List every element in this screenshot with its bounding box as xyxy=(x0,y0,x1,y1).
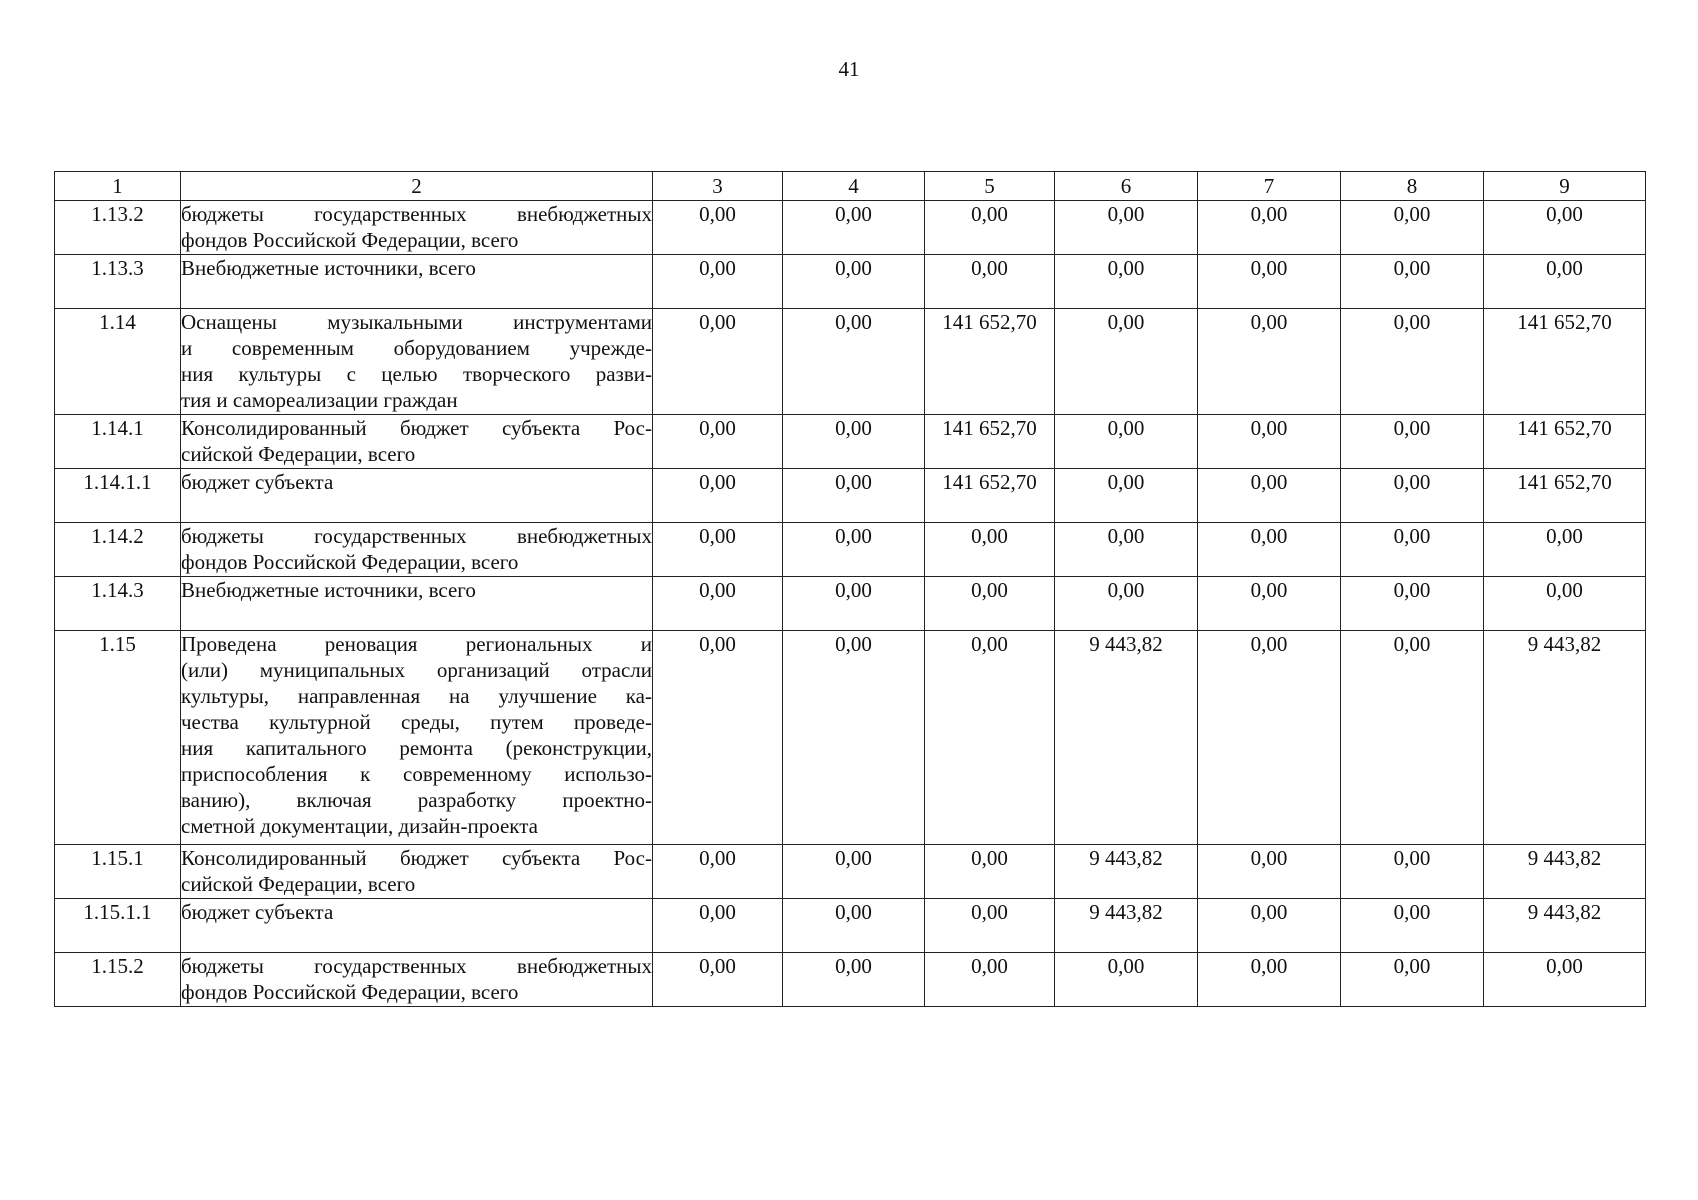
value-cell: 0,00 xyxy=(1198,845,1341,899)
row-description xyxy=(181,201,653,255)
row-number: 1.14 xyxy=(55,309,181,415)
description-line: Внебюджетные источники, всего xyxy=(181,578,476,602)
row-number: 1.15.1.1 xyxy=(55,899,181,953)
value-cell: 0,00 xyxy=(1341,523,1484,577)
value-cell: 0,00 xyxy=(925,899,1055,953)
value-cell: 0,00 xyxy=(1055,255,1198,309)
row-number: 1.15.2 xyxy=(55,953,181,1007)
value-cell: 0,00 xyxy=(1484,523,1646,577)
column-header: 2 xyxy=(181,172,653,201)
value-cell: 0,00 xyxy=(1055,201,1198,255)
value-cell: 0,00 xyxy=(1198,309,1341,415)
table-row xyxy=(55,899,1646,953)
value-cell: 0,00 xyxy=(653,577,783,631)
table-row xyxy=(55,953,1646,1007)
value-cell: 0,00 xyxy=(783,631,925,845)
description-line: (или) муниципальных организаций отрасли xyxy=(181,658,652,682)
value-cell: 0,00 xyxy=(1198,469,1341,523)
value-cell: 0,00 xyxy=(1055,577,1198,631)
table-header-row xyxy=(55,172,1646,201)
value-cell: 0,00 xyxy=(783,845,925,899)
value-cell: 9 443,82 xyxy=(1484,631,1646,845)
value-cell: 0,00 xyxy=(1341,415,1484,469)
value-cell: 0,00 xyxy=(1341,201,1484,255)
value-cell: 0,00 xyxy=(925,845,1055,899)
value-cell: 0,00 xyxy=(653,845,783,899)
value-cell: 141 652,70 xyxy=(925,415,1055,469)
value-cell: 0,00 xyxy=(783,577,925,631)
row-number: 1.13.2 xyxy=(55,201,181,255)
description-line: фондов Российской Федерации, всего xyxy=(181,550,519,574)
value-cell: 0,00 xyxy=(783,309,925,415)
description-line: Проведена реновация региональных и xyxy=(181,632,652,656)
row-description xyxy=(181,309,653,415)
value-cell: 0,00 xyxy=(1055,469,1198,523)
value-cell: 0,00 xyxy=(1484,255,1646,309)
table-row xyxy=(55,577,1646,631)
description-line: Внебюджетные источники, всего xyxy=(181,256,476,280)
description-line: сийской Федерации, всего xyxy=(181,442,416,466)
value-cell: 0,00 xyxy=(783,201,925,255)
value-cell: 141 652,70 xyxy=(1484,415,1646,469)
value-cell: 9 443,82 xyxy=(1055,845,1198,899)
column-header: 3 xyxy=(653,172,783,201)
value-cell: 0,00 xyxy=(653,631,783,845)
value-cell: 9 443,82 xyxy=(1484,845,1646,899)
value-cell: 0,00 xyxy=(653,953,783,1007)
description-line: приспособления к современному использо- xyxy=(181,762,652,786)
row-number: 1.14.2 xyxy=(55,523,181,577)
description-line: ванию), включая разработку проектно- xyxy=(181,788,652,812)
value-cell: 0,00 xyxy=(1341,845,1484,899)
value-cell: 0,00 xyxy=(653,309,783,415)
row-number: 1.15.1 xyxy=(55,845,181,899)
value-cell: 0,00 xyxy=(653,201,783,255)
value-cell: 0,00 xyxy=(1341,577,1484,631)
row-description xyxy=(181,469,653,523)
description-line: ния капитального ремонта (реконструкции, xyxy=(181,736,652,760)
description-line: ния культуры с целью творческого разви- xyxy=(181,362,652,386)
value-cell: 0,00 xyxy=(1198,255,1341,309)
value-cell: 0,00 xyxy=(1484,201,1646,255)
description-line: сийской Федерации, всего xyxy=(181,872,416,896)
value-cell: 0,00 xyxy=(1198,201,1341,255)
value-cell: 141 652,70 xyxy=(1484,469,1646,523)
value-cell: 0,00 xyxy=(1055,309,1198,415)
value-cell: 0,00 xyxy=(1341,953,1484,1007)
value-cell: 9 443,82 xyxy=(1055,899,1198,953)
description-line: Консолидированный бюджет субъекта Рос- xyxy=(181,846,652,870)
value-cell: 0,00 xyxy=(925,577,1055,631)
value-cell: 141 652,70 xyxy=(1484,309,1646,415)
value-cell: 0,00 xyxy=(1341,899,1484,953)
value-cell: 0,00 xyxy=(1198,523,1341,577)
value-cell: 0,00 xyxy=(1341,309,1484,415)
column-header: 9 xyxy=(1484,172,1646,201)
column-header: 5 xyxy=(925,172,1055,201)
value-cell: 0,00 xyxy=(783,469,925,523)
budget-table xyxy=(54,171,1646,1007)
value-cell: 0,00 xyxy=(925,953,1055,1007)
value-cell: 0,00 xyxy=(1198,953,1341,1007)
value-cell: 0,00 xyxy=(1341,255,1484,309)
table-row xyxy=(55,415,1646,469)
description-line: бюджеты государственных внебюджетных xyxy=(181,524,652,548)
row-description xyxy=(181,415,653,469)
value-cell: 0,00 xyxy=(783,523,925,577)
value-cell: 0,00 xyxy=(783,899,925,953)
row-description xyxy=(181,255,653,309)
value-cell: 0,00 xyxy=(925,631,1055,845)
value-cell: 0,00 xyxy=(1055,415,1198,469)
value-cell: 0,00 xyxy=(925,255,1055,309)
description-line: фондов Российской Федерации, всего xyxy=(181,980,519,1004)
value-cell: 0,00 xyxy=(1055,953,1198,1007)
description-line: бюджеты государственных внебюджетных xyxy=(181,202,652,226)
description-line: чества культурной среды, путем проведе- xyxy=(181,710,652,734)
value-cell: 0,00 xyxy=(783,255,925,309)
value-cell: 0,00 xyxy=(1055,523,1198,577)
value-cell: 0,00 xyxy=(1484,953,1646,1007)
value-cell: 0,00 xyxy=(653,523,783,577)
value-cell: 9 443,82 xyxy=(1484,899,1646,953)
row-number: 1.13.3 xyxy=(55,255,181,309)
table-row xyxy=(55,469,1646,523)
table-row xyxy=(55,523,1646,577)
row-description xyxy=(181,631,653,845)
value-cell: 0,00 xyxy=(925,201,1055,255)
value-cell: 0,00 xyxy=(653,469,783,523)
description-line: сметной документации, дизайн-проекта xyxy=(181,814,538,838)
description-line: тия и самореализации граждан xyxy=(181,388,458,412)
description-line: бюджет субъекта xyxy=(181,470,334,494)
row-description xyxy=(181,845,653,899)
column-header: 4 xyxy=(783,172,925,201)
row-description xyxy=(181,953,653,1007)
description-line: и современным оборудованием учрежде- xyxy=(181,336,652,360)
value-cell: 0,00 xyxy=(653,255,783,309)
page-number: 41 xyxy=(838,57,860,81)
description-line: Оснащены музыкальными инструментами xyxy=(181,310,652,334)
value-cell: 0,00 xyxy=(1341,631,1484,845)
column-header: 1 xyxy=(55,172,181,201)
description-line: бюджеты государственных внебюджетных xyxy=(181,954,652,978)
value-cell: 0,00 xyxy=(653,899,783,953)
row-number: 1.14.1.1 xyxy=(55,469,181,523)
value-cell: 141 652,70 xyxy=(925,309,1055,415)
row-number: 1.15 xyxy=(55,631,181,845)
value-cell: 141 652,70 xyxy=(925,469,1055,523)
table-row xyxy=(55,201,1646,255)
value-cell: 0,00 xyxy=(1198,577,1341,631)
description-line: бюджет субъекта xyxy=(181,900,334,924)
table-row xyxy=(55,255,1646,309)
value-cell: 0,00 xyxy=(1341,469,1484,523)
value-cell: 0,00 xyxy=(653,415,783,469)
description-line: Консолидированный бюджет субъекта Рос- xyxy=(181,416,652,440)
table-row xyxy=(55,845,1646,899)
value-cell: 0,00 xyxy=(1198,899,1341,953)
value-cell: 0,00 xyxy=(1198,631,1341,845)
value-cell: 9 443,82 xyxy=(1055,631,1198,845)
value-cell: 0,00 xyxy=(1198,415,1341,469)
value-cell: 0,00 xyxy=(783,415,925,469)
row-description xyxy=(181,899,653,953)
row-description xyxy=(181,577,653,631)
value-cell: 0,00 xyxy=(1484,577,1646,631)
column-header: 8 xyxy=(1341,172,1484,201)
row-number: 1.14.3 xyxy=(55,577,181,631)
table-row xyxy=(55,631,1646,845)
column-header: 6 xyxy=(1055,172,1198,201)
column-header: 7 xyxy=(1198,172,1341,201)
row-description xyxy=(181,523,653,577)
value-cell: 0,00 xyxy=(925,523,1055,577)
row-number: 1.14.1 xyxy=(55,415,181,469)
value-cell: 0,00 xyxy=(783,953,925,1007)
description-line: культуры, направленная на улучшение ка- xyxy=(181,684,652,708)
description-line: фондов Российской Федерации, всего xyxy=(181,228,519,252)
table-row xyxy=(55,309,1646,415)
